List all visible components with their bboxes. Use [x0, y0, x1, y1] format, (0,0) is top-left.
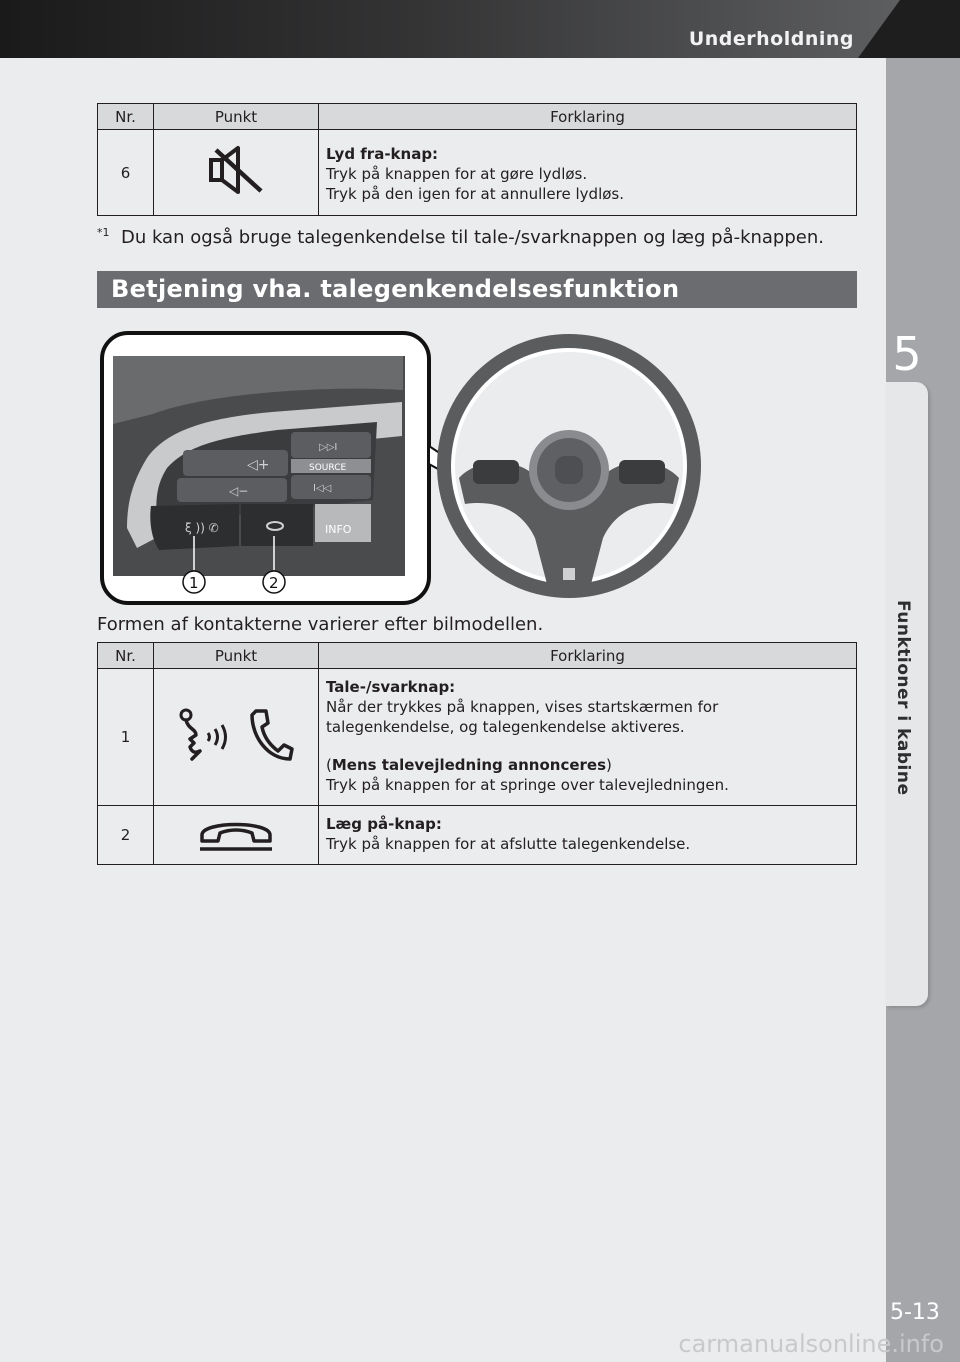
table-header-row: [98, 104, 857, 130]
info-label: INFO: [325, 523, 352, 536]
page-header: [0, 0, 960, 58]
header-forklaring: Forklaring: [319, 643, 857, 669]
table-row: [98, 130, 857, 216]
table-row: [98, 669, 857, 806]
row-subtitle: Mens talevejledning annonceres: [331, 756, 607, 774]
volume-up-button: [183, 450, 288, 476]
footnote-text: Du kan også bruge talegenkendelse til tale-/svarknappen og læg på-knappen.: [120, 227, 824, 248]
row-subheading: [326, 755, 849, 775]
next-track-label: ▷▷I: [319, 442, 338, 453]
talk-icon-mini: ξ )) ✆: [185, 521, 219, 535]
table-header-row: [98, 643, 857, 669]
spacer: [326, 737, 849, 755]
hangup-button-illustration: [241, 504, 313, 546]
watermark: carmanualsonline.info: [678, 1330, 944, 1358]
row-line: Tryk på knappen for at springe over talevejledningen.: [326, 776, 729, 794]
row-line: Tryk på knappen for at gøre lydløs.: [326, 164, 588, 183]
row-description: [319, 669, 857, 806]
paren-close: ): [606, 756, 612, 774]
table-bottom: [97, 642, 857, 865]
row-line: Tryk på den igen for at annullere lydløs.: [326, 184, 624, 203]
steering-wheel-illustration: [97, 328, 717, 610]
table-top: [97, 103, 857, 216]
row-description: [319, 130, 857, 216]
row-icon-cell: [154, 669, 319, 806]
row-title: Tale-/svarknap:: [326, 678, 456, 696]
footnote-marker: *1: [97, 226, 110, 239]
header-forklaring: Forklaring: [319, 104, 857, 130]
paren-open: (: [326, 756, 332, 774]
volume-up-label: ◁+: [247, 457, 270, 473]
row-line: Når der trykkes på knappen, vises startskærmen for: [326, 698, 719, 716]
header-punkt: Punkt: [154, 104, 319, 130]
header-title: Underholdning: [688, 28, 854, 50]
voice-command-icon: [178, 707, 234, 763]
row-description: [319, 806, 857, 865]
row-icon-cell: [154, 130, 319, 216]
row-line: talegenkendelse, og talegenkendelse aktiveres.: [326, 718, 685, 736]
header-nr: Nr.: [98, 104, 154, 130]
illustration-caption: Formen af kontakterne varierer efter bilmodellen.: [97, 614, 544, 635]
phone-hangup-icon: [196, 813, 276, 853]
page-number: 5-13: [890, 1300, 940, 1325]
header-punkt: Punkt: [154, 643, 319, 669]
table-row: [98, 806, 857, 865]
footnote: [97, 226, 824, 248]
phone-answer-icon: [248, 707, 294, 763]
callout-1: 1: [189, 574, 199, 592]
row-nr: 6: [98, 130, 154, 216]
header-nr: Nr.: [98, 643, 154, 669]
row-nr: 2: [98, 806, 154, 865]
volume-down-label: ◁−: [229, 484, 249, 498]
row-title: Lyd fra-knap:: [326, 144, 439, 163]
row-title: Læg på-knap:: [326, 815, 442, 833]
row-line: Tryk på knappen for at afslutte talegenkendelse.: [326, 835, 691, 853]
row-icon-cell: [154, 806, 319, 865]
row-nr: 1: [98, 669, 154, 806]
chapter-title: Funktioner i kabine: [893, 600, 913, 796]
callout-2: 2: [269, 574, 279, 592]
prev-track-label: I◁◁: [313, 483, 332, 494]
mute-icon: [206, 144, 266, 196]
source-label: SOURCE: [309, 463, 347, 473]
chapter-number: 5: [892, 327, 922, 381]
section-title: Betjening vha. talegenkendelsesfunktion: [97, 271, 857, 308]
